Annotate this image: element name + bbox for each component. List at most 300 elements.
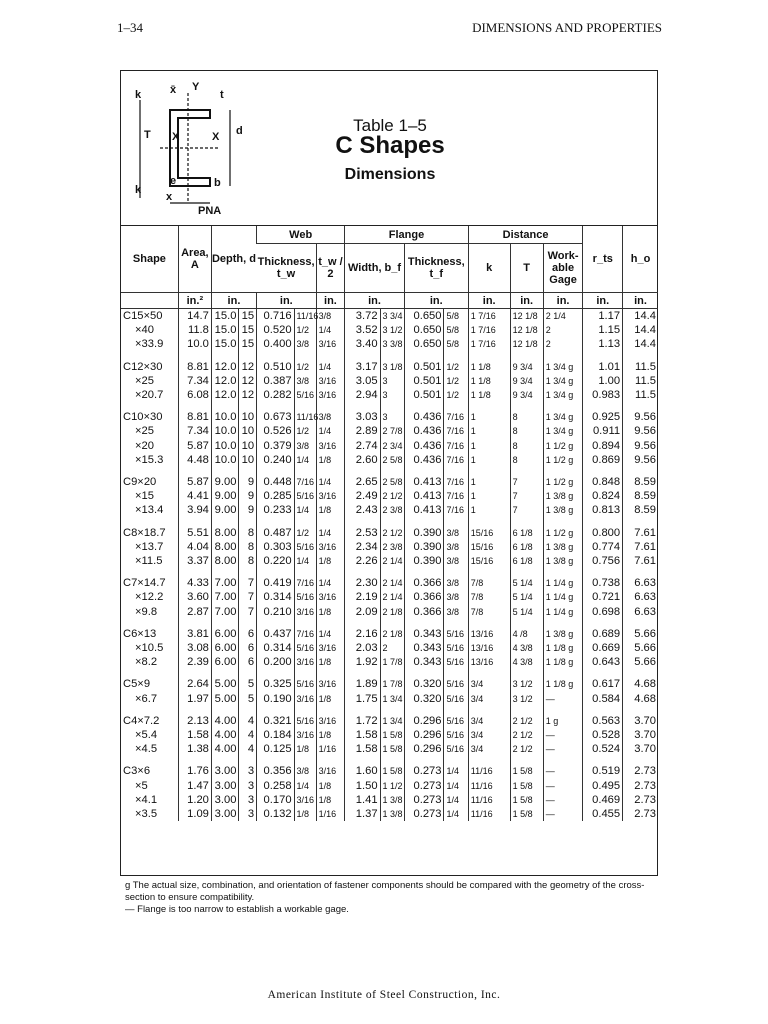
table-cell: 1 7/8 <box>380 655 404 669</box>
table-cell: 9.56 <box>623 424 658 438</box>
table-cell: 0.273 <box>404 764 444 778</box>
table-cell: 0.911 <box>583 424 623 438</box>
table-cell: 5.00 <box>211 692 239 706</box>
table-cell: 9 <box>239 475 257 489</box>
table-cell: 3.03 <box>345 410 380 424</box>
table-cell: 5/8 <box>444 323 468 337</box>
table-cell: 6.00 <box>211 641 239 655</box>
unit-width: in. <box>345 293 405 309</box>
col-shape: Shape <box>121 226 178 293</box>
table-cell: 5/16 <box>294 590 316 604</box>
table-cell: 10.0 <box>211 439 239 453</box>
col-T: T <box>510 244 543 293</box>
table-cell: 15.0 <box>211 309 239 324</box>
table-cell: 4.00 <box>211 728 239 742</box>
table-cell: 3 <box>380 374 404 388</box>
table-row <box>121 309 658 324</box>
table-cell: 10 <box>239 410 257 424</box>
table-cell: 9.00 <box>211 475 239 489</box>
table-cell: 0.170 <box>257 793 294 807</box>
table-cell: ×5.4 <box>135 729 158 742</box>
table-cell: 3.52 <box>345 323 380 337</box>
table-cell: 4.68 <box>623 692 658 706</box>
table-cell: 0.501 <box>404 374 444 388</box>
table-cell: 2.73 <box>623 764 658 778</box>
table-cell: 5 <box>239 677 257 691</box>
table-cell: C7×14.7 <box>123 577 166 590</box>
table-cell: 1/8 <box>316 503 345 517</box>
table-cell: 3/16 <box>316 489 345 503</box>
table-cell: 10.0 <box>211 453 239 467</box>
table-cell: 2 5/8 <box>380 453 404 467</box>
table-cell: 3/8 <box>444 590 468 604</box>
table-row <box>121 323 658 337</box>
table-cell: 1/2 <box>444 388 468 402</box>
group-web: Web <box>257 226 345 244</box>
group-flange: Flange <box>345 226 468 244</box>
table-cell: C12×30 <box>123 360 163 373</box>
table-cell: 1.15 <box>583 323 623 337</box>
table-cell: 1 3/8 <box>380 807 404 821</box>
table-cell: 3/8 <box>294 764 316 778</box>
group-spacer <box>121 706 658 714</box>
table-cell: 1/8 <box>316 655 345 669</box>
table-cell: 3/4 <box>468 677 510 691</box>
table-cell: 2 <box>543 323 583 337</box>
table-cell: 3 <box>239 793 257 807</box>
table-cell: 0.669 <box>583 641 623 655</box>
table-cell: 1 5/8 <box>510 764 543 778</box>
table-cell: 12 1/8 <box>510 337 543 351</box>
table-cell: 9 3/4 <box>510 360 543 374</box>
table-cell: 0.436 <box>404 439 444 453</box>
table-cell: 1 <box>468 453 510 467</box>
table-cell: 0.285 <box>257 489 294 503</box>
table-cell: 7/16 <box>294 627 316 641</box>
table-cell: 6.63 <box>623 605 658 619</box>
table-cell: 0.387 <box>257 374 294 388</box>
table-cell: 8.81 <box>178 360 211 374</box>
table-cell: 3/8 <box>444 576 468 590</box>
table-cell: C8×18.7 <box>123 526 166 539</box>
unit-web-thk: in. <box>257 293 317 309</box>
fig-label-T: T <box>144 129 151 141</box>
table-cell: 3/16 <box>294 728 316 742</box>
table-cell: 7 <box>510 475 543 489</box>
table-cell: 12.0 <box>211 374 239 388</box>
table-cell: 8 <box>239 554 257 568</box>
table-cell: 2 1/2 <box>510 728 543 742</box>
fig-label-x-right: X <box>212 131 220 143</box>
table-cell: 8 <box>510 410 543 424</box>
table-cell: 0.240 <box>257 453 294 467</box>
table-cell: 1/4 <box>444 793 468 807</box>
table-cell: 1 5/8 <box>510 779 543 793</box>
group-spacer <box>121 467 658 475</box>
col-flange-thickness: Thickness, t_f <box>404 244 468 293</box>
table-cell: 2 1/8 <box>380 627 404 641</box>
table-cell: ×8.2 <box>135 656 158 669</box>
table-cell: — <box>543 728 583 742</box>
table-cell: 0.125 <box>257 742 294 756</box>
table-row <box>121 576 658 590</box>
table-cell: 0.526 <box>257 424 294 438</box>
table-cell: 5/16 <box>294 677 316 691</box>
table-cell: 7 <box>510 503 543 517</box>
table-cell: 1 <box>468 475 510 489</box>
table-cell: 6.08 <box>178 388 211 402</box>
table-cell: 1 1/4 g <box>543 576 583 590</box>
table-cell: 9.56 <box>623 439 658 453</box>
table-cell: 4 /8 <box>510 627 543 641</box>
table-cell: 7/16 <box>444 439 468 453</box>
table-cell: 3.70 <box>623 742 658 756</box>
table-cell: 7/16 <box>444 489 468 503</box>
table-cell: C4×7.2 <box>123 714 160 727</box>
table-cell: 5/16 <box>294 641 316 655</box>
table-cell: 15.0 <box>211 323 239 337</box>
unit-rts: in. <box>583 293 623 309</box>
table-cell: 15.0 <box>211 337 239 351</box>
table-cell: 3.00 <box>211 779 239 793</box>
table-cell: 1/8 <box>294 807 316 821</box>
table-cell: 9.56 <box>623 453 658 467</box>
table-row <box>121 388 658 402</box>
unit-tw2: in. <box>316 293 345 309</box>
table-cell: 14.4 <box>623 323 658 337</box>
table-cell: ×20.7 <box>135 389 164 402</box>
unit-T: in. <box>510 293 543 309</box>
table-cell: 1 3/4 g <box>543 424 583 438</box>
table-cell: 2.03 <box>345 641 380 655</box>
table-cell: 7/8 <box>468 590 510 604</box>
table-cell: 11/16 <box>468 779 510 793</box>
table-cell: 3/4 <box>468 692 510 706</box>
table-cell: 3/8 <box>444 540 468 554</box>
table-cell: — <box>543 793 583 807</box>
table-cell: 2 1/2 <box>380 489 404 503</box>
table-row <box>121 742 658 756</box>
page-number: 1–34 <box>117 20 143 35</box>
table-cell: C3×6 <box>123 765 151 778</box>
table-cell: 3 <box>380 410 404 424</box>
table-cell: 3/16 <box>316 764 345 778</box>
table-cell: 2 <box>380 641 404 655</box>
table-row <box>121 605 658 619</box>
table-row <box>121 554 658 568</box>
table-row <box>121 374 658 388</box>
table-cell: 0.390 <box>404 526 444 540</box>
table-cell: 1.47 <box>178 779 211 793</box>
unit-ho: in. <box>623 293 658 309</box>
table-subtitle: Dimensions <box>344 166 436 183</box>
table-cell: 6.00 <box>211 627 239 641</box>
table-row <box>121 540 658 554</box>
table-cell: — <box>543 807 583 821</box>
table-cell: 3/16 <box>294 793 316 807</box>
table-cell: 1 1/8 <box>468 374 510 388</box>
table-cell: 4.00 <box>211 714 239 728</box>
table-cell: 1 1/4 g <box>543 590 583 604</box>
table-cell: 7/16 <box>444 503 468 517</box>
table-cell: 7.00 <box>211 605 239 619</box>
table-cell: 1 5/8 <box>380 728 404 742</box>
table-cell: 0.721 <box>583 590 623 604</box>
fig-label-xbar: x̄ <box>170 84 177 96</box>
fig-label-eo: e <box>170 175 177 187</box>
table-cell: 7/16 <box>294 576 316 590</box>
table-cell: 10.0 <box>178 337 211 351</box>
table-cell: 1.76 <box>178 764 211 778</box>
col-web-thickness: Thickness, t_w <box>257 244 317 293</box>
table-cell: 3.81 <box>178 627 211 641</box>
table-cell: 8.59 <box>623 489 658 503</box>
table-cell: 2 1/2 <box>510 714 543 728</box>
table-cell: 7/16 <box>444 424 468 438</box>
table-cell: 1.72 <box>345 714 380 728</box>
table-cell: 5/16 <box>444 677 468 691</box>
table-cell: 5 1/4 <box>510 605 543 619</box>
table-cell: 2.39 <box>178 655 211 669</box>
table-cell: 5 1/4 <box>510 590 543 604</box>
table-cell: 6.00 <box>211 655 239 669</box>
table-cell: 1/4 <box>316 323 345 337</box>
table-cell: 3 1/2 <box>510 692 543 706</box>
table-cell: 0.200 <box>257 655 294 669</box>
table-cell: 0.184 <box>257 728 294 742</box>
table-cell: 0.617 <box>583 677 623 691</box>
table-cell: 1 3/4 g <box>543 410 583 424</box>
table-cell: 5.66 <box>623 627 658 641</box>
table-cell: 3/8 <box>444 554 468 568</box>
table-cell: 1.20 <box>178 793 211 807</box>
table-cell: 12.0 <box>211 360 239 374</box>
table-row <box>121 692 658 706</box>
table-cell: 0.356 <box>257 764 294 778</box>
table-cell: 2.16 <box>345 627 380 641</box>
table-cell: 0.894 <box>583 439 623 453</box>
table-cell: 8.81 <box>178 410 211 424</box>
table-cell: 12 <box>239 360 257 374</box>
table-cell: 1 7/16 <box>468 309 510 324</box>
table-cell: 2 3/4 <box>380 439 404 453</box>
table-cell: 0.413 <box>404 503 444 517</box>
table-cell: 5 1/4 <box>510 576 543 590</box>
table-cell: ×4.5 <box>135 743 158 756</box>
table-cell: 5.66 <box>623 655 658 669</box>
table-cell: 12.0 <box>211 388 239 402</box>
table-cell: 0.487 <box>257 526 294 540</box>
fig-label-y: Y <box>192 81 200 93</box>
table-cell: 7.61 <box>623 540 658 554</box>
table-cell: 0.379 <box>257 439 294 453</box>
table-cell: 1.01 <box>583 360 623 374</box>
table-cell: 1.60 <box>345 764 380 778</box>
col-depth: Depth, d <box>211 226 256 293</box>
table-cell: 0.366 <box>404 605 444 619</box>
fig-label-tf: t <box>220 89 224 101</box>
table-cell: 15/16 <box>468 526 510 540</box>
table-cell: 1 1/8 g <box>543 641 583 655</box>
table-cell: 1 1/8 <box>468 388 510 402</box>
table-cell: 4 <box>239 728 257 742</box>
table-cell: 0.190 <box>257 692 294 706</box>
table-cell: 0.528 <box>583 728 623 742</box>
table-cell: 2.53 <box>345 526 380 540</box>
table-cell: 0.519 <box>583 764 623 778</box>
table-cell: 1/4 <box>444 764 468 778</box>
table-cell: 0.436 <box>404 453 444 467</box>
table-cell: 0.716 <box>257 309 294 324</box>
table-cell: 5/16 <box>444 714 468 728</box>
unit-shape <box>121 293 178 309</box>
col-rts: r_ts <box>583 226 623 293</box>
table-cell: 1.41 <box>345 793 380 807</box>
table-cell: 0.520 <box>257 323 294 337</box>
table-cell: ×12.2 <box>135 591 164 604</box>
table-cell: 7 <box>510 489 543 503</box>
table-cell: 2.73 <box>623 793 658 807</box>
table-cell: 2.13 <box>178 714 211 728</box>
table-cell: 1.75 <box>345 692 380 706</box>
table-cell: ×11.5 <box>135 555 163 568</box>
table-cell: 14.7 <box>178 309 211 324</box>
table-cell: 6 1/8 <box>510 554 543 568</box>
table-cell: 2 1/8 <box>380 605 404 619</box>
table-cell: 1.58 <box>345 742 380 756</box>
table-cell: 2 1/2 <box>510 742 543 756</box>
table-title: C Shapes <box>335 132 445 159</box>
footnote-dash: — Flange is too narrow to establish a workable gage. <box>125 904 349 915</box>
table-cell: 5/8 <box>444 309 468 324</box>
table-number: Table 1–5 <box>353 116 427 135</box>
table-cell: 4.41 <box>178 489 211 503</box>
table-row <box>121 655 658 669</box>
table-cell: 1/8 <box>316 793 345 807</box>
table-cell: 5/16 <box>444 641 468 655</box>
table-cell: 5.66 <box>623 641 658 655</box>
table-row <box>121 424 658 438</box>
table-cell: 1 7/16 <box>468 337 510 351</box>
table-cell: 0.501 <box>404 388 444 402</box>
unit-fl-thk: in. <box>404 293 468 309</box>
table-cell: 1 5/8 <box>380 742 404 756</box>
table-cell: 0.233 <box>257 503 294 517</box>
table-cell: 2.43 <box>345 503 380 517</box>
table-cell: 2.60 <box>345 453 380 467</box>
table-cell: 2.94 <box>345 388 380 402</box>
table-cell: 9 3/4 <box>510 374 543 388</box>
table-cell: 0.469 <box>583 793 623 807</box>
table-cell: 1 g <box>543 714 583 728</box>
table-cell: 13/16 <box>468 627 510 641</box>
table-cell: 1 1/8 g <box>543 677 583 691</box>
table-cell: 2.87 <box>178 605 211 619</box>
unit-area: in.² <box>178 293 211 309</box>
table-cell: 3 1/8 <box>380 360 404 374</box>
footnote-gage: g The actual size, combination, and orientation of fastener components should be compared with the geometry of the cross-section to ensure compatibility. <box>125 880 645 903</box>
table-cell: 1 5/8 <box>380 764 404 778</box>
table-cell: 3/16 <box>316 337 345 351</box>
table-cell: 0.419 <box>257 576 294 590</box>
table-cell: ×25 <box>135 425 154 438</box>
table-cell: 5/16 <box>444 655 468 669</box>
table-cell: 3.08 <box>178 641 211 655</box>
table-cell: 3/8 <box>294 337 316 351</box>
table-cell: 1.58 <box>345 728 380 742</box>
table-cell: 0.774 <box>583 540 623 554</box>
table-cell: 6 1/8 <box>510 526 543 540</box>
table-cell: 1/4 <box>294 503 316 517</box>
table-cell: 0.689 <box>583 627 623 641</box>
table-cell: 1/4 <box>294 779 316 793</box>
table-cell: 0.366 <box>404 590 444 604</box>
col-tw-half: t_w / 2 <box>316 244 345 293</box>
table-cell: 1.97 <box>178 692 211 706</box>
table-cell: ×9.8 <box>135 605 158 618</box>
table-cell: 2.19 <box>345 590 380 604</box>
table-cell: 3 1/2 <box>510 677 543 691</box>
table-cell: 3/16 <box>316 540 345 554</box>
table-cell: 4.00 <box>211 742 239 756</box>
table-cell: 0.282 <box>257 388 294 402</box>
table-cell: 1 1/8 g <box>543 655 583 669</box>
table-cell: 10.0 <box>211 424 239 438</box>
table-cell: 0.673 <box>257 410 294 424</box>
table-cell: 2 1/4 <box>543 309 583 324</box>
table-cell: 4.33 <box>178 576 211 590</box>
table-cell: 2.73 <box>623 779 658 793</box>
table-cell: 9.56 <box>623 410 658 424</box>
table-cell: 1 3/4 g <box>543 360 583 374</box>
table-cell: 1 3/4 g <box>543 374 583 388</box>
table-cell: 14.4 <box>623 309 658 324</box>
col-area: Area, A <box>178 226 211 293</box>
table-cell: 1/2 <box>294 360 316 374</box>
table-cell: 0.273 <box>404 779 444 793</box>
table-cell: 0.524 <box>583 742 623 756</box>
table-cell: 2 3/8 <box>380 503 404 517</box>
table-cell: 9 3/4 <box>510 388 543 402</box>
table-cell: ×13.4 <box>135 504 164 517</box>
table-cell: 4 3/8 <box>510 641 543 655</box>
table-cell: 6 <box>239 641 257 655</box>
table-cell: 7/8 <box>468 576 510 590</box>
table-cell: ×3.5 <box>135 808 158 821</box>
table-row <box>121 453 658 467</box>
table-cell: 3 1/2 <box>380 323 404 337</box>
table-cell: ×25 <box>135 374 154 387</box>
table-cell: 3 <box>239 807 257 821</box>
table-cell: 5/16 <box>294 714 316 728</box>
table-cell: 15/16 <box>468 540 510 554</box>
table-cell: 0.813 <box>583 503 623 517</box>
table-cell: 8.00 <box>211 554 239 568</box>
table-cell: C5×9 <box>123 678 151 691</box>
table-cell: 3.40 <box>345 337 380 351</box>
table-cell: 3.70 <box>623 714 658 728</box>
group-spacer <box>121 756 658 764</box>
table-cell: 8 <box>510 453 543 467</box>
table-cell: 0.495 <box>583 779 623 793</box>
table-cell: 15/16 <box>468 554 510 568</box>
table-cell: 5/16 <box>444 742 468 756</box>
table-cell: 1 3/8 g <box>543 540 583 554</box>
table-cell: 0.436 <box>404 424 444 438</box>
table-cell: 1/2 <box>294 323 316 337</box>
table-cell: 12 1/8 <box>510 309 543 324</box>
table-cell: 7.61 <box>623 554 658 568</box>
